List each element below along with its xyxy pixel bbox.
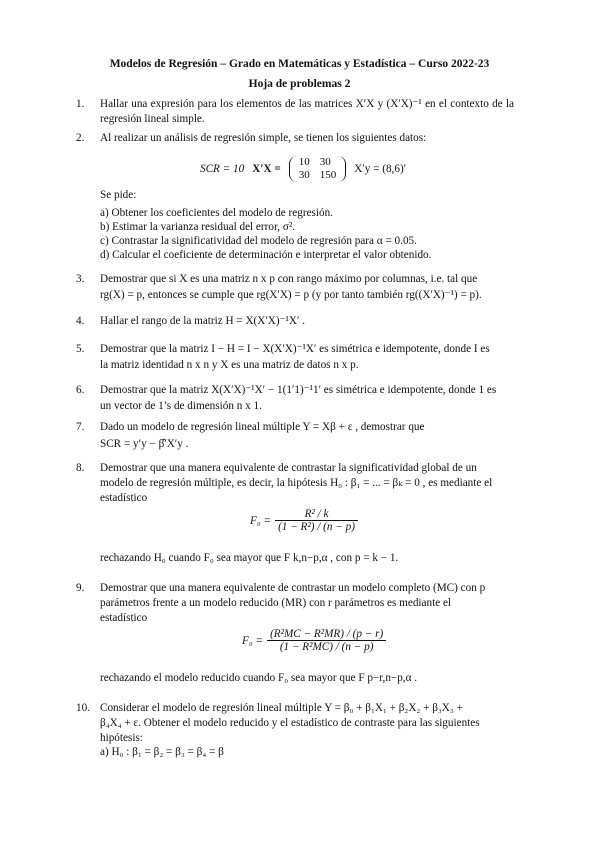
problem-line: estadístico	[100, 612, 148, 624]
problem-number: 2.	[76, 132, 85, 144]
problem-line: rg(X) = p, entonces se cumple que rg(X′X) = p (y por tanto también rg((X′X)⁻¹) = p).	[100, 289, 482, 301]
problem-conclusion: rechazando H₀ cuando F₀ sea mayor que F k,n−p,α , con p = k − 1.	[100, 552, 399, 564]
matrix-cell: 30	[319, 156, 331, 168]
problem-number: 3.	[76, 273, 85, 285]
problem-number: 4.	[76, 315, 85, 327]
problem-line: β₄X₄ + ε. Obtener el modelo reducido y el estadístico de contraste para las siguientes	[100, 717, 480, 729]
problem-text: Al realizar un análisis de regresión simple, se tienen los siguientes datos:	[100, 132, 427, 144]
problem-number: 9.	[76, 582, 85, 594]
problem-line: Demostrar que una manera equivalente de contrastar la significatividad global de un	[100, 462, 477, 474]
sheet-title: Hoja de problemas 2	[248, 78, 351, 90]
xy-value: X′y = (8,6)′	[354, 163, 407, 175]
part-d: d) Calcular el coeficiente de determinación e interpretar el valor obtenido.	[100, 249, 432, 261]
problem-line: Considerar el modelo de regresión lineal múltiple Y = β₀ + β₁X₁ + β₂X₂ + β₃X₃ +	[100, 702, 463, 714]
xx-matrix	[289, 156, 347, 182]
problem-line: modelo de regresión múltiple, es decir, la hipótesis H₀ : β₁ = ... = βₖ = 0 , es mediante el	[100, 477, 493, 489]
problem-number: 1.	[76, 98, 85, 110]
problem-text: Hallar el rango de la matriz H = X(X′X)⁻¹X′ .	[100, 315, 305, 327]
fraction-denominator: (1 − R²) / (n − p)	[278, 521, 355, 533]
ask-label: Se pide:	[100, 189, 137, 201]
problem-line: Demostrar que una manera equivalente de contrastar un modelo completo (MC) con p	[100, 582, 486, 594]
formula-lhs: F₀ =	[250, 514, 272, 527]
formula-lhs: F₀ =	[242, 634, 264, 647]
problem-number: 5.	[76, 343, 85, 355]
problem-line: SCR = y′y − β̂′X′y .	[100, 438, 189, 450]
scr-value: SCR = 10	[200, 163, 245, 175]
part-a: a) Obtener los coeficientes del modelo de regresión.	[100, 207, 333, 219]
given-data-formula	[200, 153, 406, 185]
problem-number: 7.	[76, 421, 85, 433]
fraction	[275, 508, 358, 533]
problem-line: estadístico	[100, 492, 148, 504]
problem-line: la matriz identidad n x n y X es una matriz de datos n x p.	[100, 359, 359, 371]
f-statistic-formula	[242, 628, 386, 653]
problem-number: 10.	[76, 702, 90, 714]
matrix-cell: 30	[298, 169, 310, 181]
problem-number: 6.	[76, 384, 85, 396]
fraction-numerator: R² / k	[275, 508, 358, 521]
fraction-denominator: (1 − R²MC) / (n − p)	[279, 641, 374, 653]
problem-number: 8.	[76, 462, 85, 474]
hypothesis-a: a) H₀ : β₁ = β₂ = β₃ = β₄ = β	[100, 746, 224, 758]
part-b: b) Estimar la varianza residual del error, σ².	[100, 221, 295, 233]
problem-text: Hallar una expresión para los elementos de las matrices X′X y (X′X)⁻¹ en el contexto de la regresión lineal simple.	[100, 98, 514, 125]
problem-line: Demostrar que la matriz I − H = I − X(X′X)⁻¹X′ es simétrica e idempotente, donde I es	[100, 343, 490, 355]
fraction-numerator: (R²MC − R²MR) / (p − r)	[267, 628, 386, 641]
problem-line: Demostrar que si X es una matriz n x p con rango máximo por columnas, i.e. tal que	[100, 273, 478, 285]
problem-line: Dado un modelo de regresión lineal múltiple Y = Xβ + ε , demostrar que	[100, 421, 425, 433]
part-c: c) Contrastar la significatividad del modelo de regresión para α = 0.05.	[100, 235, 417, 247]
problem-line: hipótesis:	[100, 732, 143, 744]
problem-line: Demostrar que la matriz X(X′X)⁻¹X′ − 1(1′1)⁻¹1′ es simétrica e idempotente, donde 1 es	[100, 384, 497, 396]
matrix-cell: 150	[319, 169, 337, 181]
xx-label: X′X =	[252, 163, 281, 175]
problem-line: un vector de 1’s de dimensión n x 1.	[100, 400, 262, 412]
problem-conclusion: rechazando el modelo reducido cuando F₀ sea mayor que F p−r,n−p,α .	[100, 672, 418, 684]
problem-line: parámetros frente a un modelo reducido (MR) con r parámetros es mediante el	[100, 597, 452, 609]
fraction	[267, 628, 386, 653]
f-statistic-formula	[250, 508, 358, 533]
course-title: Modelos de Regresión – Grado en Matemáticas y Estadística – Curso 2022-23	[109, 58, 490, 70]
matrix-cell: 10	[298, 156, 310, 168]
